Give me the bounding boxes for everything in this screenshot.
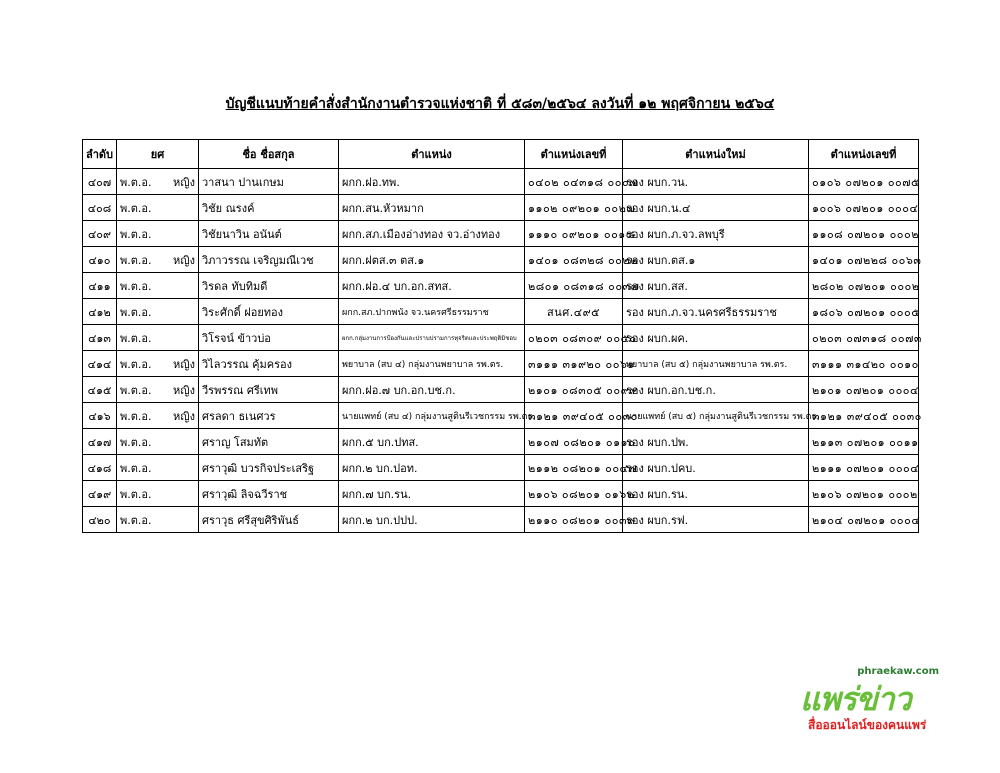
table-row — [83, 247, 919, 273]
row-position-code: ๒๑๑๒ ๐๘๒๐๑ ๐๐๔๗ — [525, 455, 623, 481]
row-name: ศราญ โสมทัต — [199, 429, 339, 455]
row-position-code: ๒๑๑๐ ๐๘๒๐๑ ๐๐๓๙ — [525, 507, 623, 533]
table-header-row — [83, 140, 919, 169]
table-row — [83, 169, 919, 195]
row-number: ๔๐๙ — [83, 221, 117, 247]
document-title: บัญชีแนบท้ายคำสั่งสำนักงานตำรวจแห่งชาติ ที่ ๕๘๓/๒๕๖๔ ลงวันที่ ๑๒ พฤศจิกายน ๒๕๖๔ — [225, 96, 775, 112]
row-rank: พ.ต.อ. — [120, 357, 152, 371]
row-sex: หญิง — [173, 409, 195, 423]
row-position: ผกก.กลุ่มงานการป้องกันและปราบปรามการทุจริตและประพฤติมิชอบ — [339, 325, 525, 351]
row-new-position: รอง ผบก.ภ.จว.ลพบุรี — [623, 221, 809, 247]
row-sex: หญิง — [173, 383, 195, 397]
row-name: วิภาวรรณ เจริญมณีเวช — [199, 247, 339, 273]
row-position: ผกก.ฝตส.๓ ตส.๑ — [339, 247, 525, 273]
row-position-code: ๒๑๐๖ ๐๘๒๐๑ ๐๑๖๒ — [525, 481, 623, 507]
row-name: วิไลวรรณ คุ้มครอง — [199, 351, 339, 377]
row-position-code: ๓๑๒๑ ๓๙๔๐๕ ๐๐๓๐ — [525, 403, 623, 429]
table-row — [83, 351, 919, 377]
row-new-position-code: ๒๑๐๖ ๐๗๒๐๑ ๐๐๐๒ — [809, 481, 919, 507]
table-row — [83, 377, 919, 403]
header-new-position-code: ตำแหน่งเลขที่ — [809, 140, 919, 169]
row-rank: พ.ต.อ. — [120, 487, 152, 501]
row-position-code: ๐๔๐๒ ๐๔๓๑๘ ๐๐๐๗ — [525, 169, 623, 195]
row-position: พยาบาล (สบ ๔) กลุ่มงานพยาบาล รพ.ตร. — [339, 351, 525, 377]
row-new-position-code: ๒๑๑๑ ๐๗๒๐๑ ๐๐๐๔ — [809, 455, 919, 481]
header-rank: ยศ — [117, 140, 199, 169]
table-row — [83, 429, 919, 455]
row-sex: หญิง — [173, 175, 195, 189]
table-row — [83, 481, 919, 507]
logo-tagline: สื่อออนไลน์ของคนแพร่ — [808, 718, 927, 732]
row-new-position-code: ๑๑๐๘ ๐๗๒๐๑ ๐๐๐๒ — [809, 221, 919, 247]
row-position-code: ๑๑๐๒ ๐๙๒๐๑ ๐๐๒๗ — [525, 195, 623, 221]
row-number: ๔๐๗ — [83, 169, 117, 195]
table-row — [83, 221, 919, 247]
row-rank: พ.ต.อ. — [120, 383, 152, 397]
row-rank: พ.ต.อ. — [120, 253, 152, 267]
phraekaw-logo — [792, 666, 967, 738]
row-position-code: ๒๘๐๑ ๐๘๓๑๘ ๐๐๓๗ — [525, 273, 623, 299]
row-new-position-code: ๓๑๑๑ ๓๑๔๒๐ ๐๐๑๐ — [809, 351, 919, 377]
row-new-position: พยาบาล (สบ ๕) กลุ่มงานพยาบาล รพ.ตร. — [623, 351, 809, 377]
row-new-position: รอง ผบก.สส. — [623, 273, 809, 299]
row-rank-cell — [117, 325, 199, 351]
row-name: วิรดล ทับทิมดี — [199, 273, 339, 299]
row-new-position-code: ๑๐๐๖ ๐๗๒๐๑ ๐๐๐๔ — [809, 195, 919, 221]
row-rank-cell — [117, 221, 199, 247]
row-name: วิระศักดิ์ ฝอยทอง — [199, 299, 339, 325]
row-rank-cell — [117, 247, 199, 273]
row-new-position: รอง ผบก.น.๔ — [623, 195, 809, 221]
row-new-position: รอง ผบก.อก.บช.ก. — [623, 377, 809, 403]
row-rank: พ.ต.อ. — [120, 435, 152, 449]
header-name: ชื่อ ชื่อสกุล — [199, 140, 339, 169]
row-rank: พ.ต.อ. — [120, 409, 152, 423]
row-rank: พ.ต.อ. — [120, 513, 152, 527]
row-position-code: ๑๔๐๑ ๐๘๓๒๘ ๐๐๒๒ — [525, 247, 623, 273]
row-position: ผกก.๗ บก.รน. — [339, 481, 525, 507]
table-row — [83, 325, 919, 351]
row-rank-cell — [117, 455, 199, 481]
row-position-code: ๑๑๑๐ ๐๙๒๐๑ ๐๐๑๘ — [525, 221, 623, 247]
row-rank-cell — [117, 195, 199, 221]
header-position-code: ตำแหน่งเลขที่ — [525, 140, 623, 169]
row-sex: หญิง — [173, 357, 195, 371]
table-row — [83, 507, 919, 533]
row-new-position-code: ๑๘๐๖ ๐๗๒๐๑ ๐๐๐๕ — [809, 299, 919, 325]
header-no: ลำดับ — [83, 140, 117, 169]
row-rank: พ.ต.อ. — [120, 175, 152, 189]
row-position-code: ๒๑๐๑ ๐๘๓๐๕ ๐๐๙๙ — [525, 377, 623, 403]
row-position-code: ๒๑๐๗ ๐๘๒๐๑ ๐๑๑๐ — [525, 429, 623, 455]
row-number: ๔๑๒ — [83, 299, 117, 325]
row-position: ผกก.๕ บก.ปทส. — [339, 429, 525, 455]
row-number: ๔๑๗ — [83, 429, 117, 455]
row-new-position: รอง ผบก.รน. — [623, 481, 809, 507]
row-rank-cell — [117, 299, 199, 325]
table-body — [83, 169, 922, 533]
row-position: ผกก.สภ.เมืองอ่างทอง จว.อ่างทอง — [339, 221, 525, 247]
row-new-position-code: ๐๑๐๖ ๐๗๒๐๑ ๐๐๗๕ — [809, 169, 919, 195]
row-number: ๔๑๘ — [83, 455, 117, 481]
row-position: ผกก.สภ.ปากพนัง จว.นครศรีธรรมราช — [339, 299, 525, 325]
row-new-position-code: ๓๑๒๑ ๓๙๔๐๕ ๐๐๓๐ — [809, 403, 919, 429]
row-name: วาสนา ปานเกษม — [199, 169, 339, 195]
row-name: ศราวุฒิ บวรกิจประเสริฐ — [199, 455, 339, 481]
row-new-position-code: ๒๑๐๑ ๐๗๒๐๑ ๐๐๐๔ — [809, 377, 919, 403]
row-name: ศราวุธ ศรีสุขศิริพันธ์ — [199, 507, 339, 533]
row-position: ผกก.สน.หัวหมาก — [339, 195, 525, 221]
row-position: นายแพทย์ (สบ ๔) กลุ่มงานสูตินรีเวชกรรม รพ.ตร. — [339, 403, 525, 429]
header-position: ตำแหน่ง — [339, 140, 525, 169]
row-rank-cell — [117, 377, 199, 403]
row-sex: หญิง — [173, 253, 195, 267]
row-new-position: รอง ผบก.วน. — [623, 169, 809, 195]
row-name: วิชัย ณรงค์ — [199, 195, 339, 221]
logo-site-text: phraekaw.com — [857, 666, 939, 677]
row-name: ศราวุฒิ ลิจฉวีราช — [199, 481, 339, 507]
row-number: ๔๑๔ — [83, 351, 117, 377]
row-name: วิชัยนาวิน อนันต์ — [199, 221, 339, 247]
table-row — [83, 299, 919, 325]
appointment-table — [82, 139, 922, 533]
row-new-position: รอง ผบก.ปพ. — [623, 429, 809, 455]
row-position: ผกก.๒ บก.ปปป. — [339, 507, 525, 533]
row-rank-cell — [117, 507, 199, 533]
row-new-position-code: ๒๑๐๔ ๐๗๒๐๑ ๐๐๐๔ — [809, 507, 919, 533]
row-new-position-code: ๒๘๐๒ ๐๗๒๐๑ ๐๐๐๒ — [809, 273, 919, 299]
row-number: ๔๒๐ — [83, 507, 117, 533]
row-rank-cell — [117, 351, 199, 377]
row-rank: พ.ต.อ. — [120, 201, 152, 215]
row-rank: พ.ต.อ. — [120, 305, 152, 319]
row-new-position: รอง ผบก.รฟ. — [623, 507, 809, 533]
row-new-position: รอง ผบก.ผค. — [623, 325, 809, 351]
row-position: ผกก.ฝอ.๔ บก.อก.สทส. — [339, 273, 525, 299]
row-number: ๔๑๑ — [83, 273, 117, 299]
row-position-code: ๓๑๑๑ ๓๑๙๒๐ ๐๐๖๑ — [525, 351, 623, 377]
row-new-position: รอง ผบก.ปคบ. — [623, 455, 809, 481]
row-number: ๔๐๘ — [83, 195, 117, 221]
row-rank-cell — [117, 429, 199, 455]
row-position: ผกก.ฝอ.ทพ. — [339, 169, 525, 195]
logo-main-text: แพร่ข่าว — [800, 680, 911, 718]
table-row — [83, 273, 919, 299]
row-new-position-code: ๐๒๐๓ ๐๗๓๑๘ ๐๐๗๓ — [809, 325, 919, 351]
row-position: ผกก.ฝอ.๗ บก.อก.บช.ก. — [339, 377, 525, 403]
row-position: ผกก.๒ บก.ปอท. — [339, 455, 525, 481]
row-number: ๔๑๙ — [83, 481, 117, 507]
row-rank-cell — [117, 169, 199, 195]
row-number: ๔๑๐ — [83, 247, 117, 273]
row-number: ๔๑๓ — [83, 325, 117, 351]
header-new-position: ตำแหน่งใหม่ — [623, 140, 809, 169]
row-rank-cell — [117, 481, 199, 507]
table-row — [83, 403, 919, 429]
row-new-position: รอง ผบก.ตส.๑ — [623, 247, 809, 273]
row-rank: พ.ต.อ. — [120, 227, 152, 241]
row-name: วีรพรรณ ศรีเทพ — [199, 377, 339, 403]
row-position-code: ๐๒๐๓ ๐๘๓๐๙ ๐๐๕๐ — [525, 325, 623, 351]
row-number: ๔๑๕ — [83, 377, 117, 403]
table-row — [83, 195, 919, 221]
table-row — [83, 455, 919, 481]
row-name: ศรลดา ธเนศวร — [199, 403, 339, 429]
row-rank-cell — [117, 403, 199, 429]
row-rank-cell — [117, 273, 199, 299]
row-rank: พ.ต.อ. — [120, 279, 152, 293]
row-new-position: รอง ผบก.ภ.จว.นครศรีธรรมราช — [623, 299, 809, 325]
row-name: วิโรจน์ ข้าวบ่อ — [199, 325, 339, 351]
row-number: ๔๑๖ — [83, 403, 117, 429]
row-rank: พ.ต.อ. — [120, 461, 152, 475]
row-new-position-code: ๒๑๑๓ ๐๗๒๐๑ ๐๐๑๑ — [809, 429, 919, 455]
row-position-code: สนศ.๔๙๕ — [525, 299, 623, 325]
row-rank: พ.ต.อ. — [120, 331, 152, 345]
row-new-position-code: ๑๔๐๑ ๐๗๒๒๘ ๐๐๖๓ — [809, 247, 919, 273]
row-new-position: นายแพทย์ (สบ ๕) กลุ่มงานสูตินรีเวชกรรม รพ.ตร. — [623, 403, 809, 429]
